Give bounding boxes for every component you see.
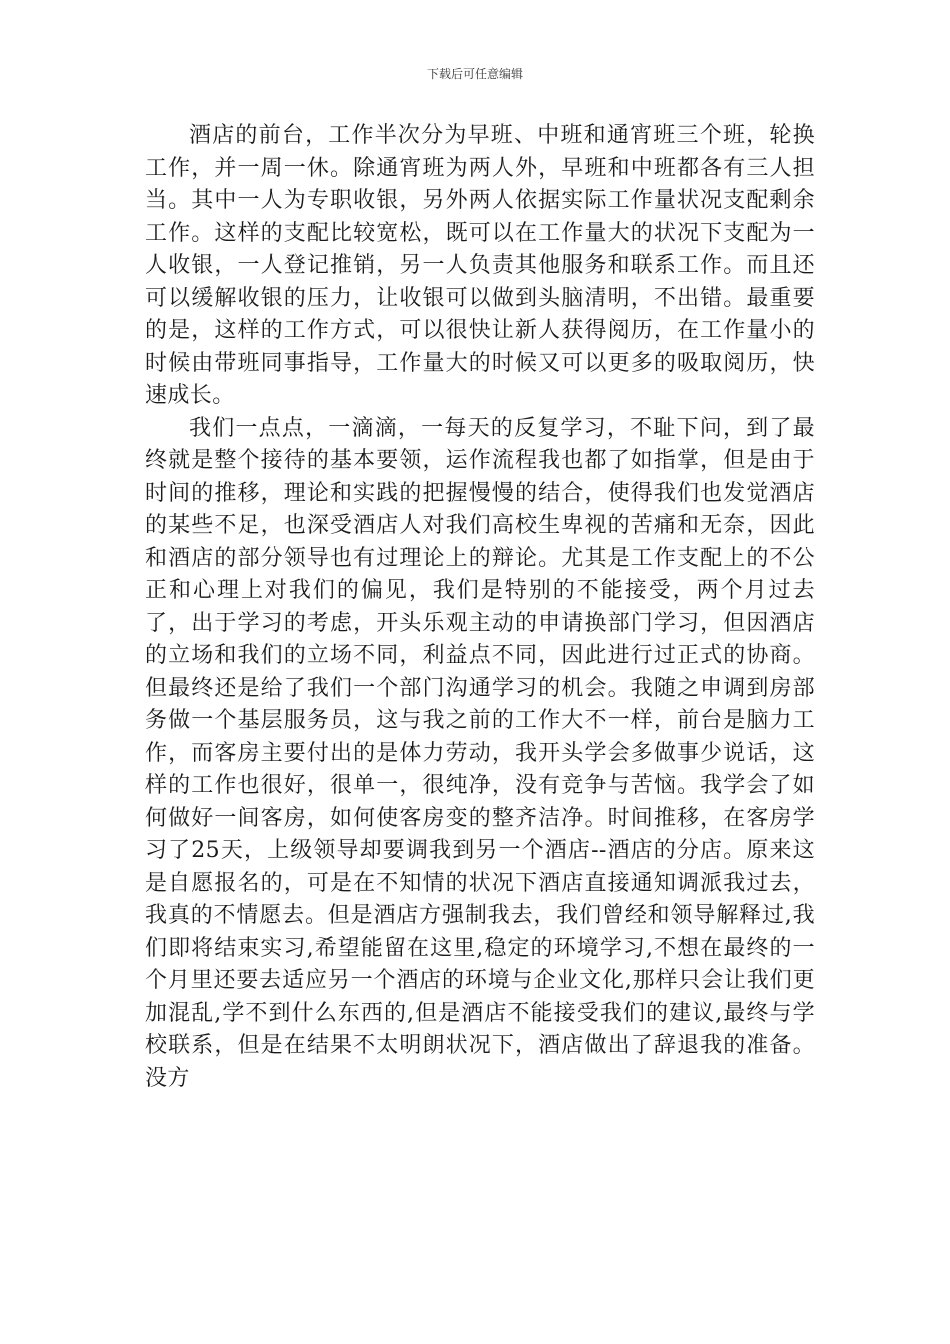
body-text [145,120,815,1095]
paragraph-2: 我们一点点，一滴滴，一每天的反复学习，不耻下问，到了最终就是整个接待的基本要领，运作流程我也都了如指掌，但是由于时间的推移，理论和实践的把握慢慢的结合，使得我们也发觉酒店的某些不足，也深受酒店人对我们高校生卑视的苦痛和无奈，因此和酒店的部分领导也有过理论上的辩论。尤其是工作支配上的不公正和心理上对我们的偏见，我们是特别的不能接受，两个月过去了，出于学习的考虑，开头乐观主动的申请换部门学习，但因酒店的立场和我们的立场不同，利益点不同，因此进行过正式的协商。但最终还是给了我们一个部门沟通学习的机会。我随之申调到房部务做一个基层服务员，这与我之前的工作大不一样，前台是脑力工作，而客房主要付出的是体力劳动，我开头学会多做事少说话，这样的工作也很好，很单一，很纯净，没有竞争与苦恼。我学会了如何做好一间客房，如何使客房变的整齐洁净。时间推移，在客房学习了25天，上级领导却要调我到另一个酒店--酒店的分店。原来这是自愿报名的，可是在不知情的状况下酒店直接通知调派我过去，我真的不情愿去。但是酒店方强制我去，我们曾经和领导解释过,我们即将结束实习,希望能留在这里,稳定的环境学习,不想在最终的一个月里还要去适应另一个酒店的环境与企业文化,那样只会让我们更加混乱,学不到什么东西的,但是酒店不能接受我们的建议,最终与学校联系，但是在结果不太明朗状况下，酒店做出了辞退我的准备。没方 [145,415,815,1091]
paragraph-1: 酒店的前台，工作半次分为早班、中班和通宵班三个班，轮换工作，并一周一休。除通宵班为两人外，早班和中班都各有三人担当。其中一人为专职收银，另外两人依据实际工作量状况支配剩余工作。这样的支配比较宽松，既可以在工作量大的状况下支配为一人收银，一人登记推销，另一人负责其他服务和联系工作。而且还可以缓解收银的压力，让收银可以做到头脑清明，不出错。最重要的是，这样的工作方式，可以很快让新人获得阅历，在工作量小的时候由带班同事指导，工作量大的时候又可以更多的吸取阅历，快速成长。 [145,123,815,408]
page-header: 下载后可任意编辑 [426,67,523,81]
